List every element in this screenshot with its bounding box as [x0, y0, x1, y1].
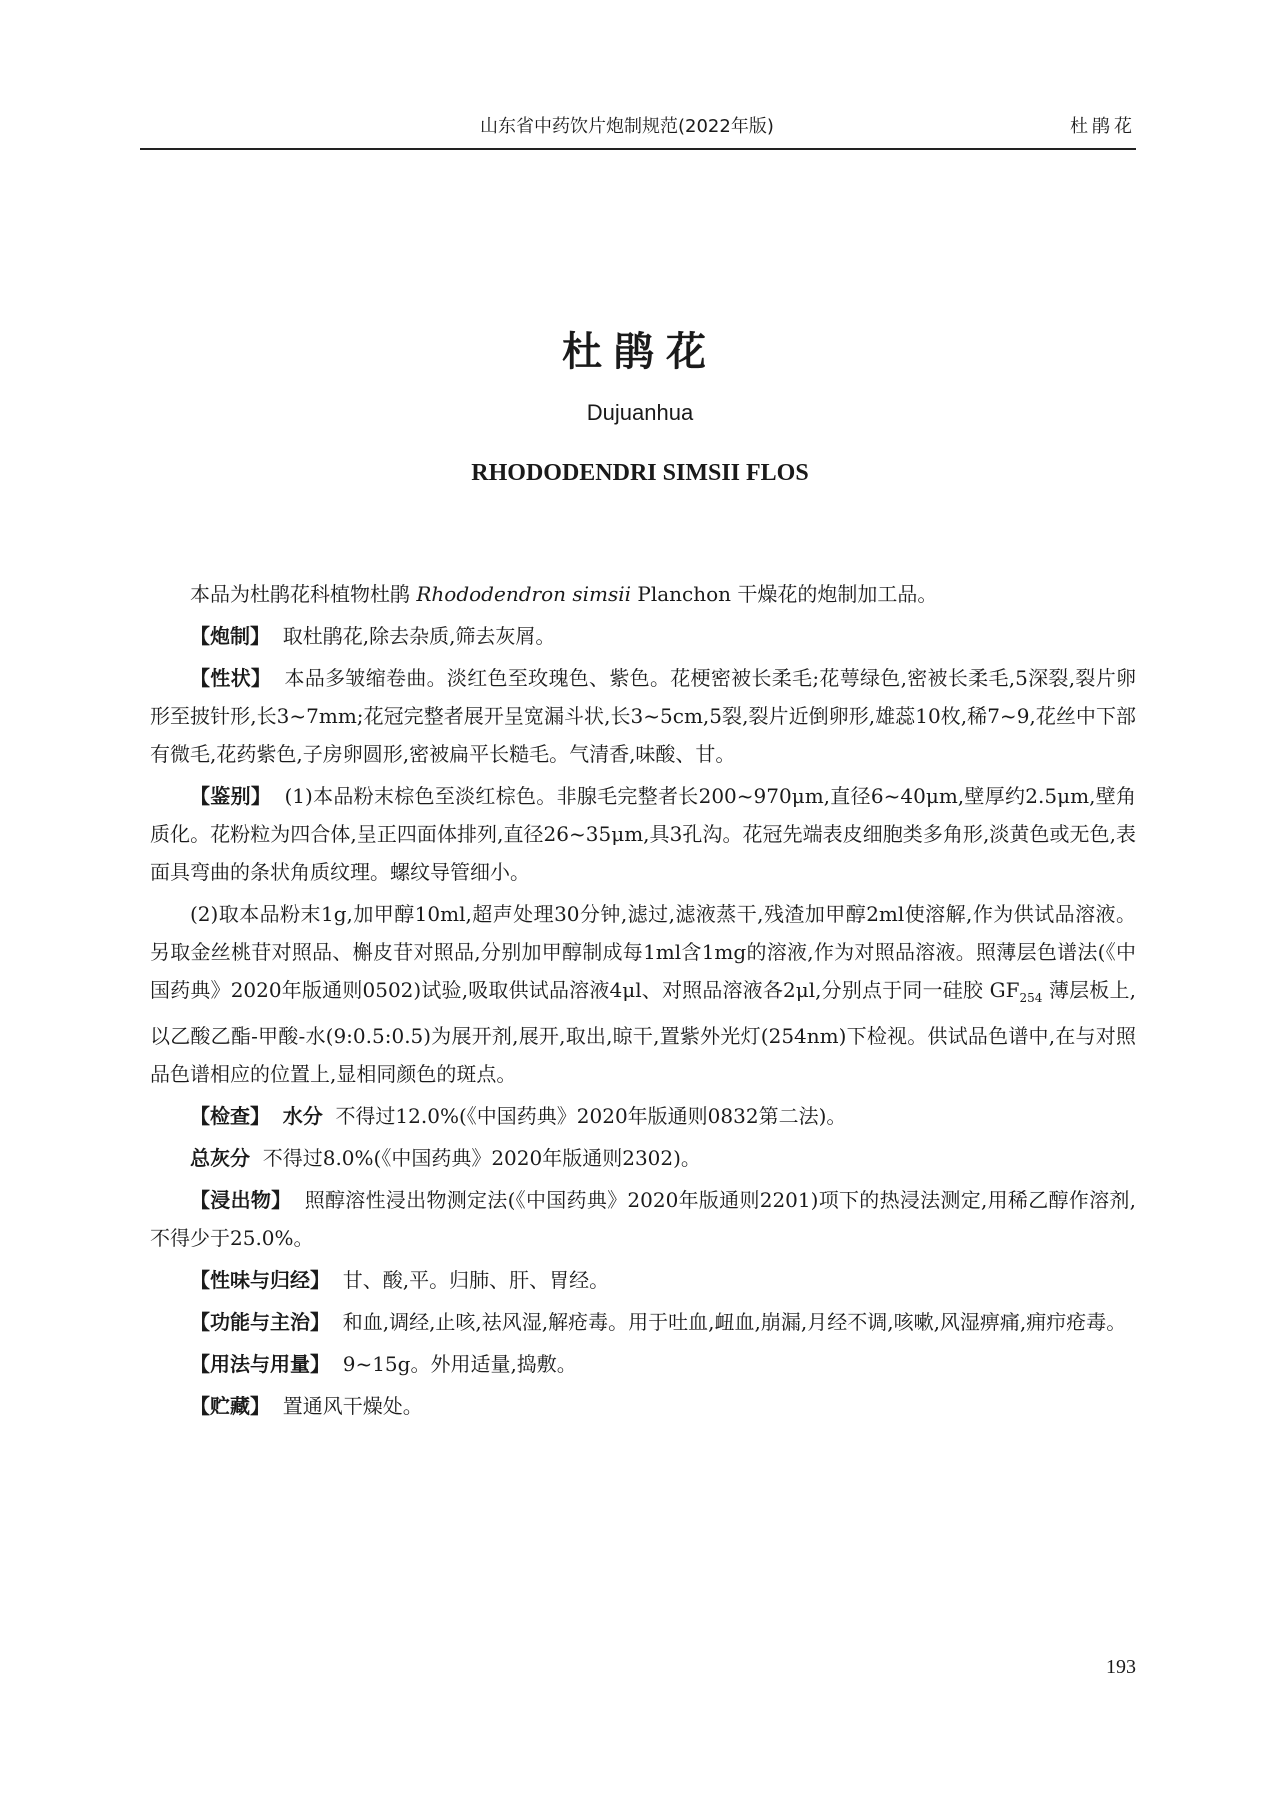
section-jiancha: 【检查】 水分 不得过12.0%(《中国药典》2020年版通则0832第二法)。: [190, 1104, 847, 1128]
pinyin-name: Dujuanhua: [586, 400, 694, 425]
section-label: 【用法与用量】: [190, 1352, 330, 1376]
section-jianbie: 【鉴别】 (1)本品粉末棕色至淡红棕色。非腺毛完整者长200~970μm,直径6~40μm,壁厚约2.5μm,壁角质化。花粉粒为四合体,呈正四面体排列,直径26~35μm,具3孔沟。花冠先端表皮细胞类多角形,淡黄色或无色,表面具弯曲的条状角质纹理。螺纹导管细小。: [150, 784, 1137, 884]
monograph-body: [150, 575, 1136, 1429]
running-head: 杜鹃花: [1070, 116, 1136, 137]
section-label: 【性味与归经】: [190, 1268, 330, 1292]
intro-paragraph: 本品为杜鹃花科植物杜鹃 Rhododendron simsii Planchon 干燥花的炮制加工品。: [190, 582, 938, 606]
ash-label: 总灰分: [190, 1146, 250, 1170]
section-label: 【浸出物】: [190, 1188, 292, 1212]
section-label: 【检查】: [190, 1104, 270, 1128]
section-jianbie-2: (2)取本品粉末1g,加甲醇10ml,超声处理30分钟,滤过,滤液蒸干,残渣加甲醇2ml使溶解,作为供试品溶液。另取金丝桃苷对照品、槲皮苷对照品,分别加甲醇制成每1ml含1mg的溶液,作为对照品溶液。照薄层色谱法(《中国药典》2020年版通则0502)试验,吸取供试品溶液4μl、对照品溶液各2μl,分别点于同一硅胶 $GF_{254}$ 薄层板上,以乙酸乙酯-甲酸-水(9:0.5:0.5)为展开剂,展开,取出,晾干,置紫外光灯(254nm)下检视。供试品色谱中,在与对照品色谱相应的位置上,显相同颜色的斑点。: [150, 902, 1137, 1086]
section-label: 【炮制】: [190, 624, 270, 648]
section-xingzhuang: 【性状】 本品多皱缩卷曲。淡红色至玫瑰色、紫色。花梗密被长柔毛;花萼绿色,密被长柔毛,5深裂,裂片卵形至披针形,长3~7mm;花冠完整者展开呈宽漏斗状,长3~5cm,5裂,裂片近倒卵形,雄蕊10枚,稀7~9,花丝中下部有微毛,花药紫色,子房卵圆形,密被扁平长糙毛。气清香,味酸、甘。: [150, 666, 1136, 766]
species-name: Rhododendron simsii: [416, 582, 632, 606]
book-title: 山东省中药饮片炮制规范(2022年版): [480, 116, 774, 137]
section-label: 【贮藏】: [190, 1394, 270, 1418]
latin-name: RHODODENDRI SIMSII FLOS: [471, 460, 809, 486]
section-label: 【性状】: [190, 666, 272, 690]
section-xingwei: 【性味与归经】 甘、酸,平。归肺、肝、胃经。: [190, 1268, 610, 1292]
section-jinchuwu: 【浸出物】 照醇溶性浸出物测定法(《中国药典》2020年版通则2201)项下的热浸法测定,用稀乙醇作溶剂,不得少于25.0%。: [150, 1188, 1137, 1250]
section-label: 【功能与主治】: [190, 1310, 330, 1334]
section-yongfa: 【用法与用量】 9~15g。外用适量,捣敷。: [190, 1352, 577, 1376]
page-header: [140, 108, 1136, 150]
section-label: 【鉴别】: [190, 784, 272, 808]
section-paozhi: 【炮制】 取杜鹃花,除去杂质,筛去灰屑。: [190, 624, 556, 648]
water-label: 水分: [282, 1104, 323, 1128]
section-gongneng: 【功能与主治】 和血,调经,止咳,祛风湿,解疮毒。用于吐血,衄血,崩漏,月经不调,咳嗽,风湿痹痛,痈疖疮毒。: [190, 1310, 1127, 1334]
page-number: 193: [1106, 1656, 1136, 1678]
monograph-title: 杜鹃花: [562, 329, 718, 375]
section-zhucang: 【贮藏】 置通风干燥处。: [190, 1394, 423, 1418]
section-jiancha-ash: 总灰分 不得过8.0%(《中国药典》2020年版通则2302)。: [190, 1146, 701, 1170]
